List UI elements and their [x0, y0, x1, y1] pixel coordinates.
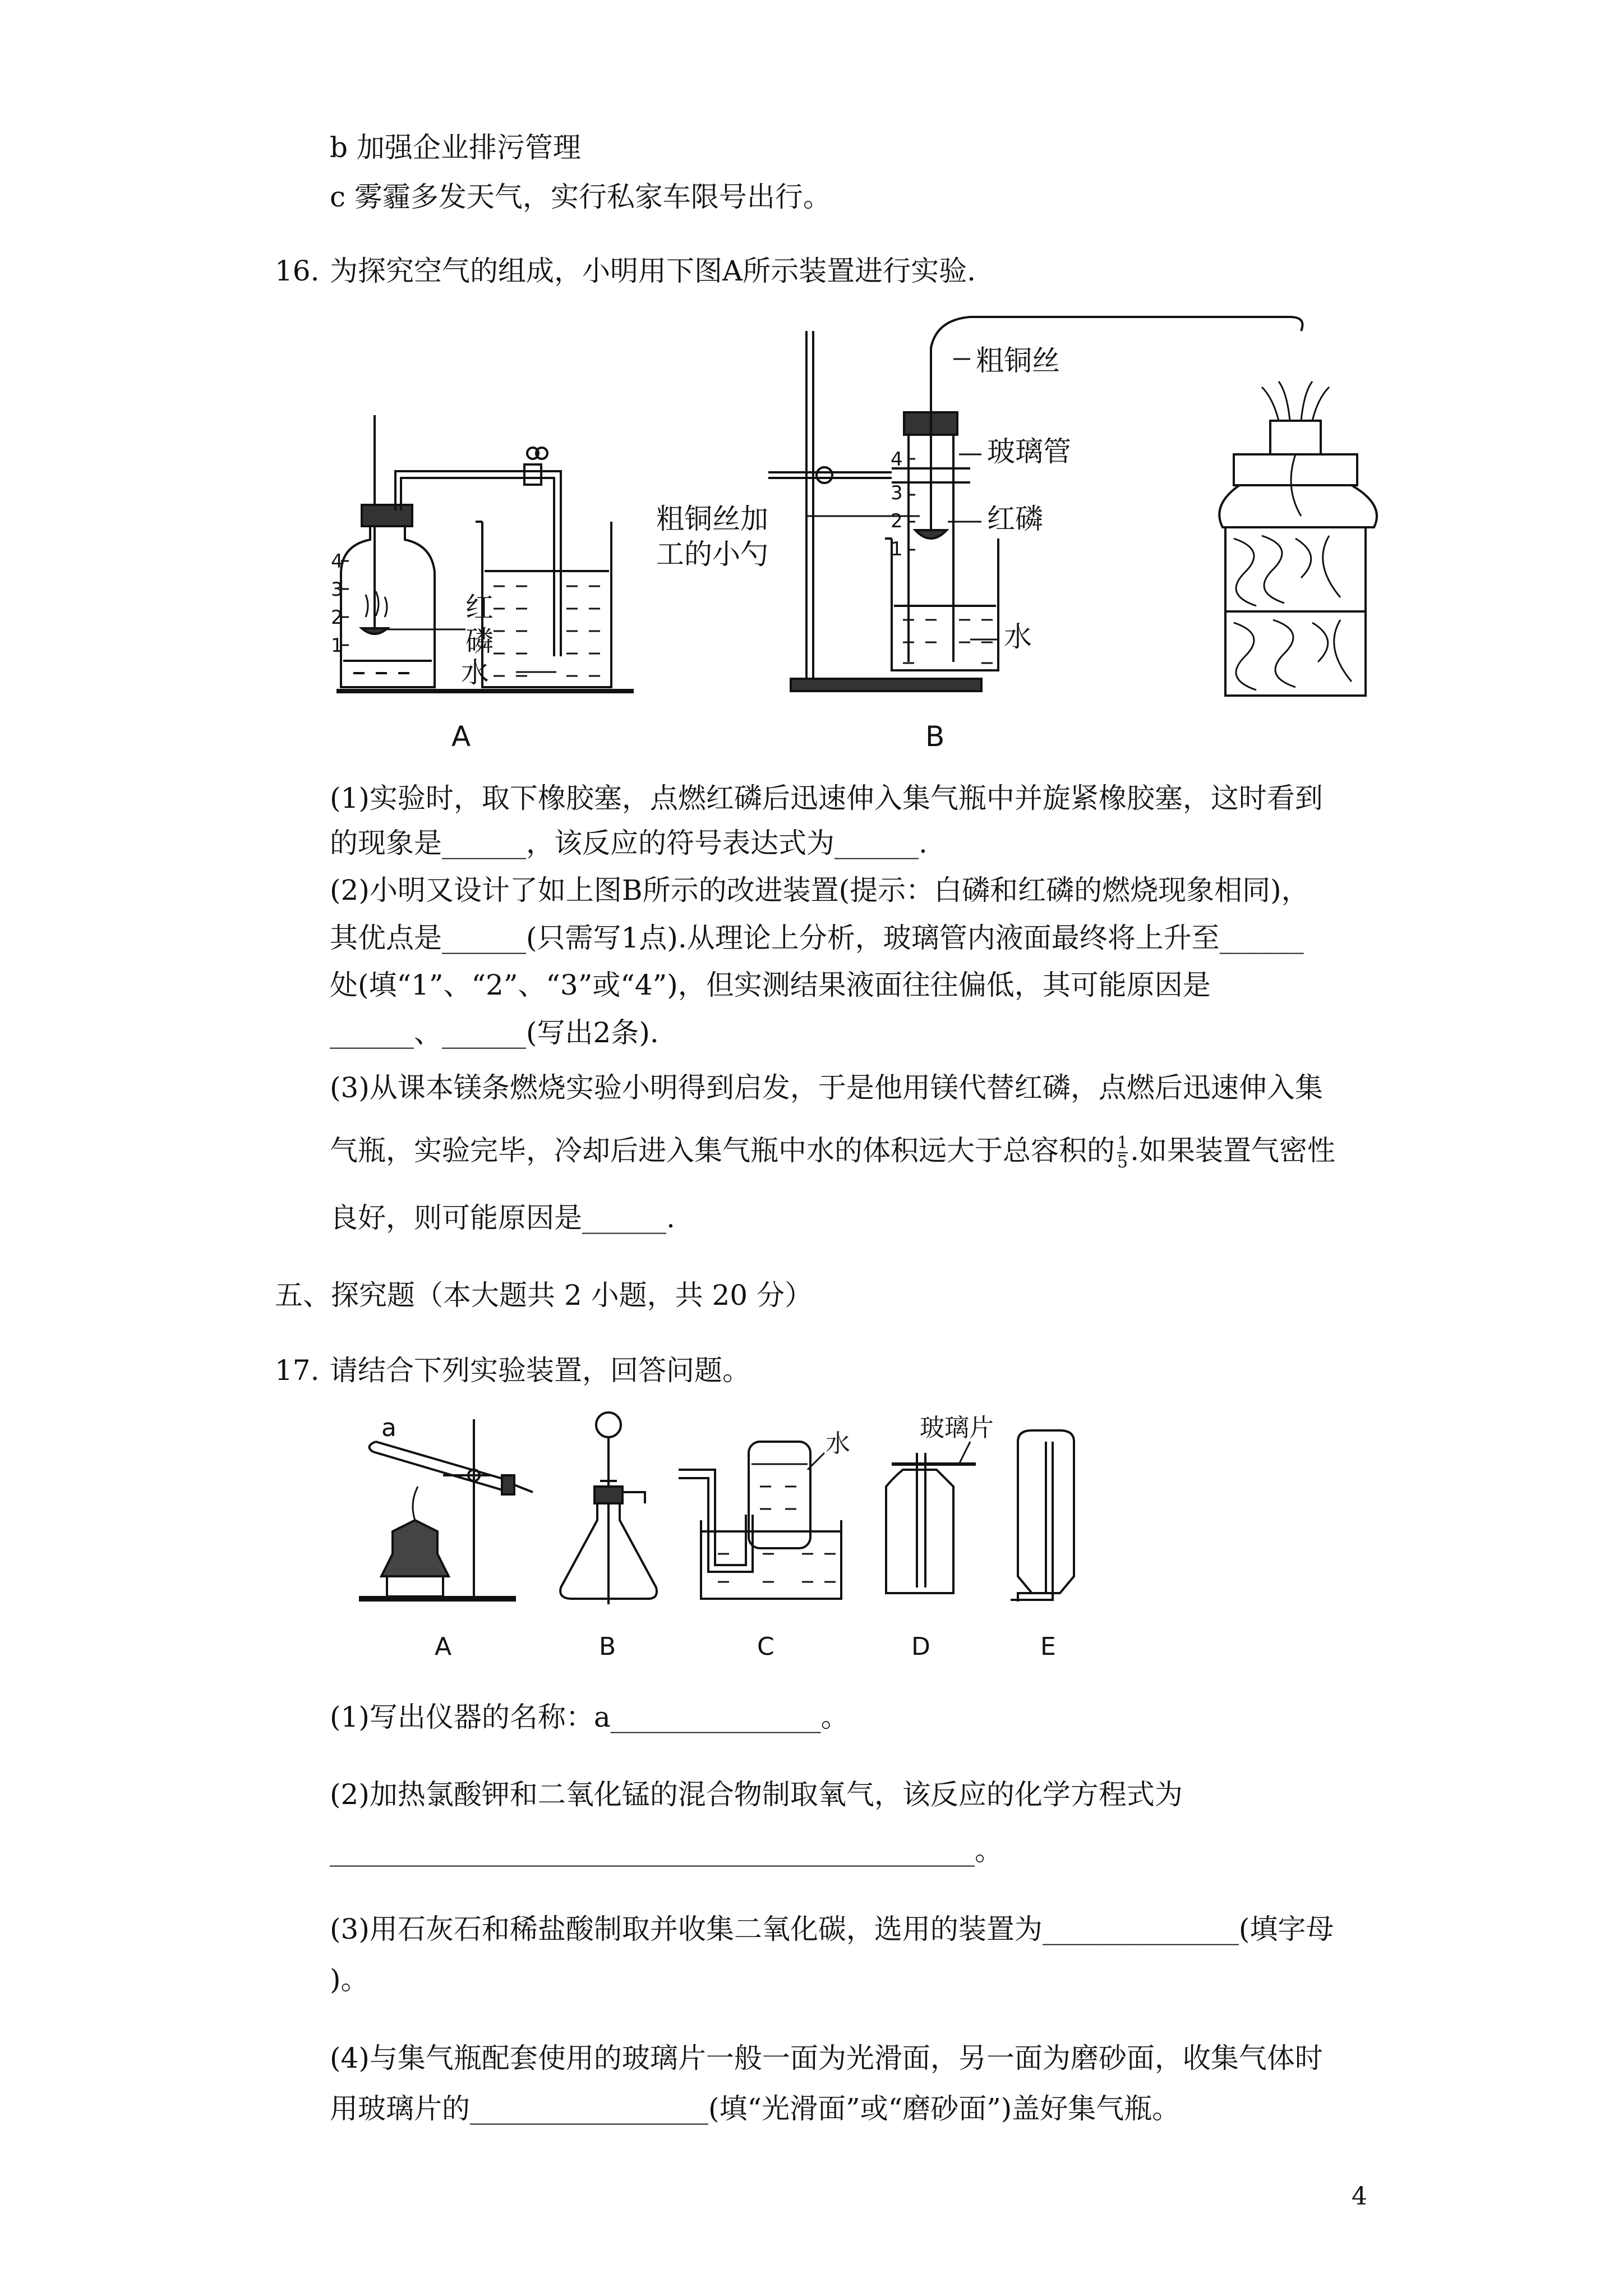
fig-a-label-red: 红 — [465, 591, 494, 624]
fig-a-mark-3: 3 — [331, 578, 343, 601]
q16-p3-line2b: .如果装置气密性 — [1130, 1134, 1335, 1167]
apparatus-label-glass-plate: 玻璃片 — [920, 1414, 994, 1442]
q16-p3-line3: 良好，则可能原因是______. — [330, 1202, 675, 1234]
q16-p3-line1: (3)从课本镁条燃烧实验小明得到启发，于是他用镁代替红磷，点燃后迅速伸入集 — [330, 1071, 1323, 1104]
fig-b-label-copper: 粗铜丝 — [976, 344, 1060, 377]
q17-p4-line1: (4)与集气瓶配套使用的玻璃片一般一面为光滑面，另一面为磨砂面，收集气体时 — [330, 2042, 1323, 2074]
apparatus-caption-b: B — [599, 1632, 616, 1661]
fig-a-mark-2: 2 — [331, 606, 343, 629]
fig-b-label-spoon-1: 粗铜丝加 — [656, 503, 768, 535]
fig-b-mark-1: 1 — [891, 538, 903, 560]
fraction-one-fifth — [1117, 1134, 1128, 1171]
fig-a-mark-4: 4 — [331, 550, 343, 573]
q16-figure-a — [331, 393, 639, 752]
fig-b-mark-4: 4 — [891, 448, 903, 471]
apparatus-caption-e: E — [1040, 1632, 1056, 1661]
apparatus-label-water: 水 — [826, 1429, 850, 1458]
fig-b-label-spoon-2: 工的小勺 — [656, 538, 768, 570]
page-number: 4 — [1352, 2182, 1367, 2211]
q17-p4-line2: 用玻璃片的_________________(填“光滑面”或“磨砂面”)盖好集气瓶。 — [330, 2092, 1181, 2125]
apparatus-caption-a: A — [435, 1632, 452, 1661]
q16-p1-line1: (1)实验时，取下橡胶塞，点燃红磷后迅速伸入集气瓶中并旋紧橡胶塞，这时看到 — [330, 782, 1323, 815]
q17-p1: (1)写出仪器的名称：a_______________。 — [330, 1701, 849, 1733]
apparatus-caption-d: D — [911, 1632, 930, 1661]
q17-p2-line2: ______________________________________________。 — [330, 1834, 1003, 1867]
q17-p2-line1: (2)加热氯酸钾和二氧化锰的混合物制取氧气，该反应的化学方程式为 — [330, 1778, 1183, 1811]
q16-p1-line2: 的现象是______，该反应的符号表达式为______. — [330, 827, 928, 859]
q16-p2-line2: 其优点是______(只需写1点).从理论上分析，玻璃管内液面最终将上升至______ — [330, 922, 1304, 954]
q17-p3-line2: )。 — [330, 1963, 369, 1996]
fig-a-label-phos: 磷 — [465, 625, 494, 657]
fig-a-mark-1: 1 — [331, 634, 343, 657]
q16-p2-line1: (2)小明又设计了如上图B所示的改进装置(提示：白磷和红磷的燃烧现象相同)， — [330, 874, 1310, 907]
fig-b-mark-3: 3 — [891, 482, 903, 504]
q16-p3-line2 — [330, 1133, 1335, 1171]
q16-p2-line4: ______、______(写出2条). — [330, 1016, 659, 1049]
fraction-denominator: 5 — [1117, 1152, 1128, 1172]
q16-number: 16. — [275, 255, 320, 287]
q16-p2-line3: 处(填“1”、“2”、“3”或“4”)，但实测结果液面往往偏低，其可能原因是 — [330, 969, 1211, 1001]
q17-number: 17. — [275, 1354, 320, 1387]
fig-b-mark-2: 2 — [891, 510, 903, 532]
q17-apparatus-figure — [359, 1408, 1144, 1672]
apparatus-label-a: a — [381, 1414, 396, 1442]
fig-b-label-water: 水 — [1004, 620, 1032, 653]
q17-stem: 请结合下列实验装置，回答问题。 — [330, 1354, 750, 1387]
q16-figure-b — [656, 314, 1385, 752]
fig-a-caption: A — [451, 720, 471, 752]
apparatus-caption-c: C — [757, 1632, 774, 1661]
option-b: b 加强企业排污管理 — [330, 131, 581, 164]
option-c: c 雾霾多发天气，实行私家车限号出行。 — [330, 181, 831, 213]
q16-p3-line2a: 气瓶，实验完毕，冷却后进入集气瓶中水的体积远大于总容积的 — [330, 1134, 1115, 1167]
section-heading: 五、探究题（本大题共 2 小题，共 20 分） — [275, 1279, 813, 1312]
fraction-numerator: 1 — [1117, 1133, 1128, 1153]
fig-a-label-water: 水 — [461, 656, 489, 689]
q16-stem: 为探究空气的组成，小明用下图A所示装置进行实验. — [330, 255, 976, 287]
fig-b-label-red-phosphorus: 红磷 — [987, 503, 1043, 535]
fig-b-label-tube: 玻璃管 — [987, 435, 1071, 468]
q17-p3-line1: (3)用石灰石和稀盐酸制取并收集二氧化碳，选用的装置为______________(填字母 — [330, 1913, 1334, 1945]
fig-b-caption: B — [925, 720, 945, 752]
